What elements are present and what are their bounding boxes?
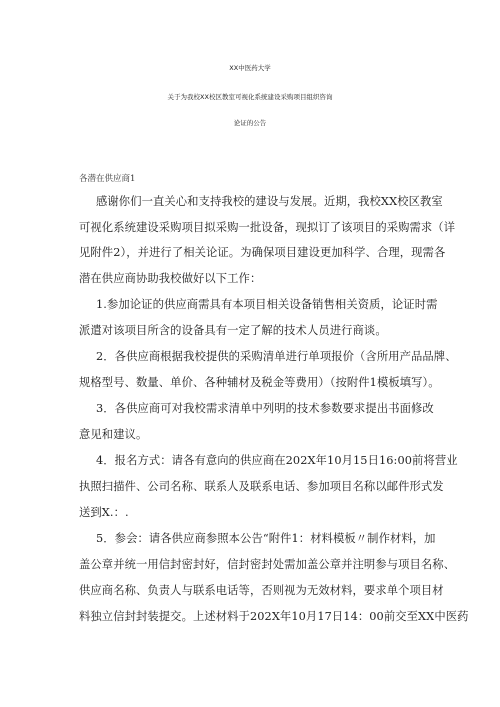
body-line: 3．各供应商可对我校需求清单中列明的技术参数要求提出书面修改 xyxy=(96,402,434,415)
body-line: 5．参会：请各供应商参照本公告“附件1：材料模板〃制作材料，加 xyxy=(96,532,436,545)
body-line: 派遣对该项目所含的设备具有一定了解的技术人员进行商谈。 xyxy=(79,324,387,337)
body-line: 1.参加论证的供应商需具有本项目相关设备销售相关资质，论证时需 xyxy=(96,298,438,311)
body-line: 潜在供应商协助我校做好以下工作： xyxy=(79,272,262,285)
body-line: 可视化系统建设采购项目拟采购一批设备，现拟订了该项目的采购需求（详 xyxy=(79,221,456,234)
body-line: 意见和建议。 xyxy=(79,428,148,441)
body-line: 供应商名称、负责人与联系电话等，否则视为无效材料，要求单个项目材 xyxy=(79,584,444,597)
title-subject-line-2: 论证的公告 xyxy=(233,119,267,127)
title-university: XX中医药大学 xyxy=(229,64,271,72)
body-line: 见附件2），并进行了相关论证。为确保项目建设更加科学、合理，现需各 xyxy=(79,246,446,259)
salutation: 各潜在供应商1 xyxy=(79,174,136,184)
body-line: 盖公章并统一用信封密封好，信封密封处需加盖公章并注明参与项目名称、 xyxy=(79,558,456,571)
body-line: 感谢你们一直关心和支持我校的建设与发展。近期，我校XX校区教室 xyxy=(96,195,443,208)
body-line: 送到X.：. xyxy=(79,506,129,519)
body-line: 4．报名方式：请各有意向的供应商在202X年10月15日16:00前将营业 xyxy=(96,454,458,467)
body-line: 规格型号、数量、单价、各种辅材及税金等费用）（按附件1模板填写）。 xyxy=(79,376,440,389)
body-line: 执照扫描件、公司名称、联系人及联系电话、参加项目名称以邮件形式发 xyxy=(79,480,444,493)
title-subject-line-1: 关于为我校XX校区教室可视化系统建设采购项目组织咨询 xyxy=(167,93,333,101)
body-line: 2．各供应商根据我校提供的采购清单进行单项报价（含所用产品品牌、 xyxy=(96,350,457,363)
body-line: 料独立信封封装提交。上述材料于202X年10月17日14：00前交至XX中医药 xyxy=(79,610,469,623)
